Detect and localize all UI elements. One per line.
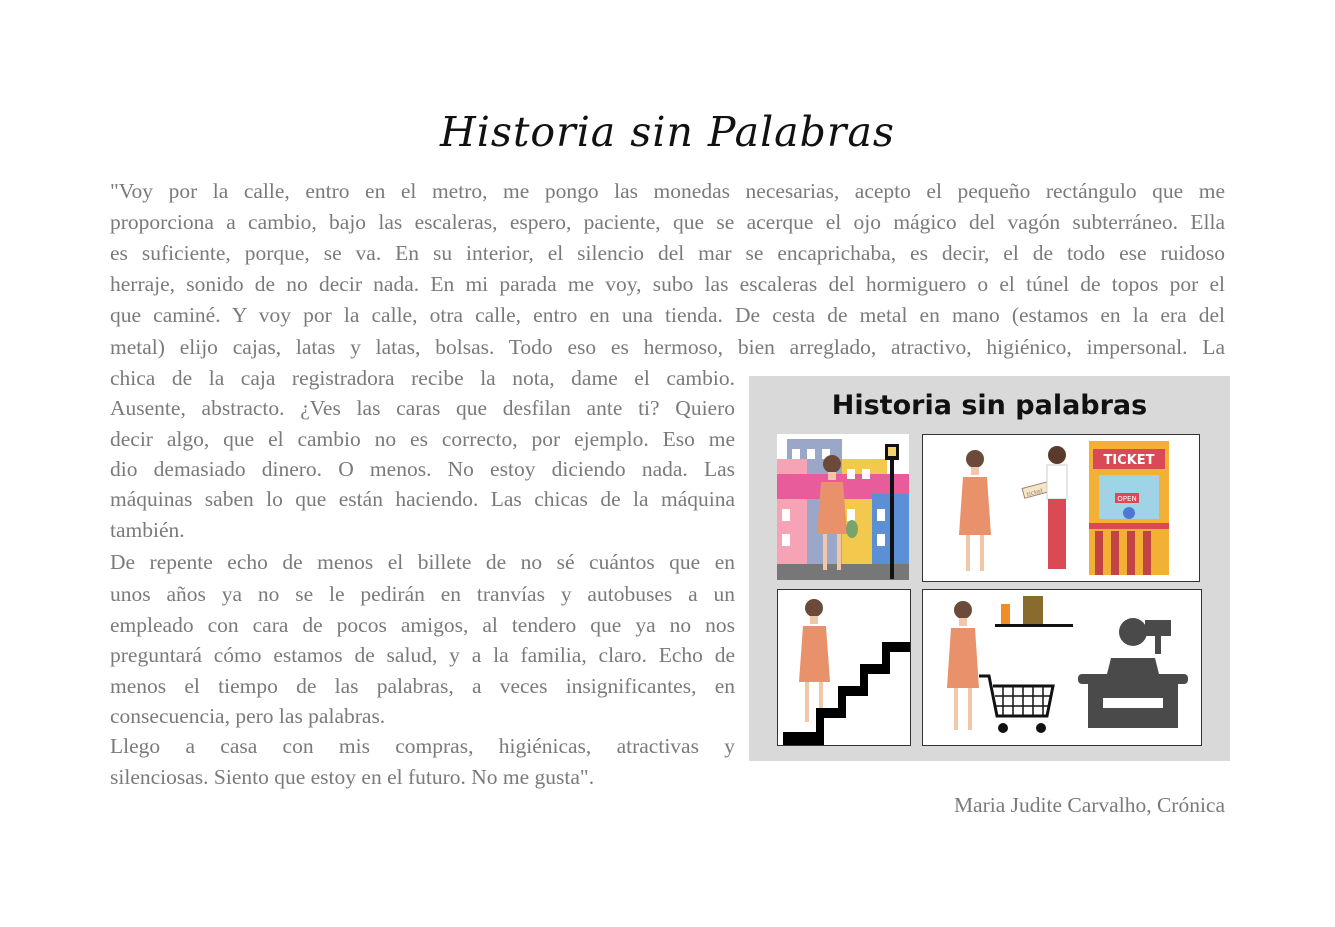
text-line: decir algo, que el cambio no es correcto, por ejemplo. Eso me xyxy=(110,427,735,451)
text-line: Ausente, abstracto. ¿Ves las caras que desfilan ante ti? Quiero xyxy=(110,396,735,420)
ticket-paper-label: ticket xyxy=(1026,487,1044,499)
text-line: dio demasiado dinero. O menos. No estoy diciendo nada. Las xyxy=(110,457,735,481)
text-line: unos años ya no se le pedirán en tranvías y autobuses a un xyxy=(110,582,735,606)
text-line: "Voy por la calle, entro en el metro, me pongo las monedas necesarias, acepto el pequeño rectángulo que me xyxy=(110,179,1225,203)
ticket-sign: TICKET xyxy=(1103,453,1155,468)
page-title: Historia sin Palabras xyxy=(440,108,895,156)
text-line: silenciosas. Siento que estoy en el futuro. No me gusta". xyxy=(110,765,595,789)
citation: Maria Judite Carvalho, Crónica xyxy=(953,793,1225,817)
text-line: De repente echo de menos el billete de no sé cuántos que en xyxy=(110,550,735,574)
ticket-booth-panel xyxy=(922,434,1200,582)
text-line: consecuencia, pero las palabras. xyxy=(110,704,386,728)
text-line: es suficiente, porque, se va. En su interior, el silencio del mar se encaprichaba, es decir, el de todo ese ruidoso xyxy=(110,241,1225,265)
text-line: proporciona a cambio, bajo las escaleras, espero, paciente, que se acerque el ojo mágico del vagón subterráneo. Ella xyxy=(110,210,1225,234)
text-line: que caminé. Y voy por la calle, otra calle, entro en una tienda. De cesta de metal en mano (estamos en la era del xyxy=(110,303,1225,327)
text-line: Llego a casa con mis compras, higiénicas, atractivas y xyxy=(110,734,735,758)
text-line: chica de la caja registradora recibe la nota, dame el cambio. xyxy=(110,366,735,390)
illustration-title: Historia sin palabras xyxy=(831,390,1148,421)
text-line: también. xyxy=(110,518,185,542)
illustration xyxy=(749,376,1230,761)
text-line: metal) elijo cajas, latas y latas, bolsas. Todo eso es hermoso, bien arreglado, atractivo, higiénico, impersonal. La xyxy=(110,335,1225,359)
text-line: máquinas saben lo que están haciendo. Las chicas de la máquina xyxy=(110,487,735,511)
text-line: preguntará cómo estamos de salud, y a la familia, claro. Echo de xyxy=(110,643,735,667)
street-scene-panel xyxy=(777,434,909,580)
text-line: menos el tiempo de las palabras, a veces insignificantes, en xyxy=(110,674,735,698)
open-sign: OPEN xyxy=(1117,495,1137,503)
shopping-panel xyxy=(922,589,1202,746)
stairs-panel xyxy=(777,589,911,746)
text-line: empleado con cara de pocos amigos, al tendero que ya no nos xyxy=(110,613,735,637)
text-line: herraje, sonido de no decir nada. En mi parada me voy, subo las escaleras del hormiguero o el túnel de topos por el xyxy=(110,272,1225,296)
